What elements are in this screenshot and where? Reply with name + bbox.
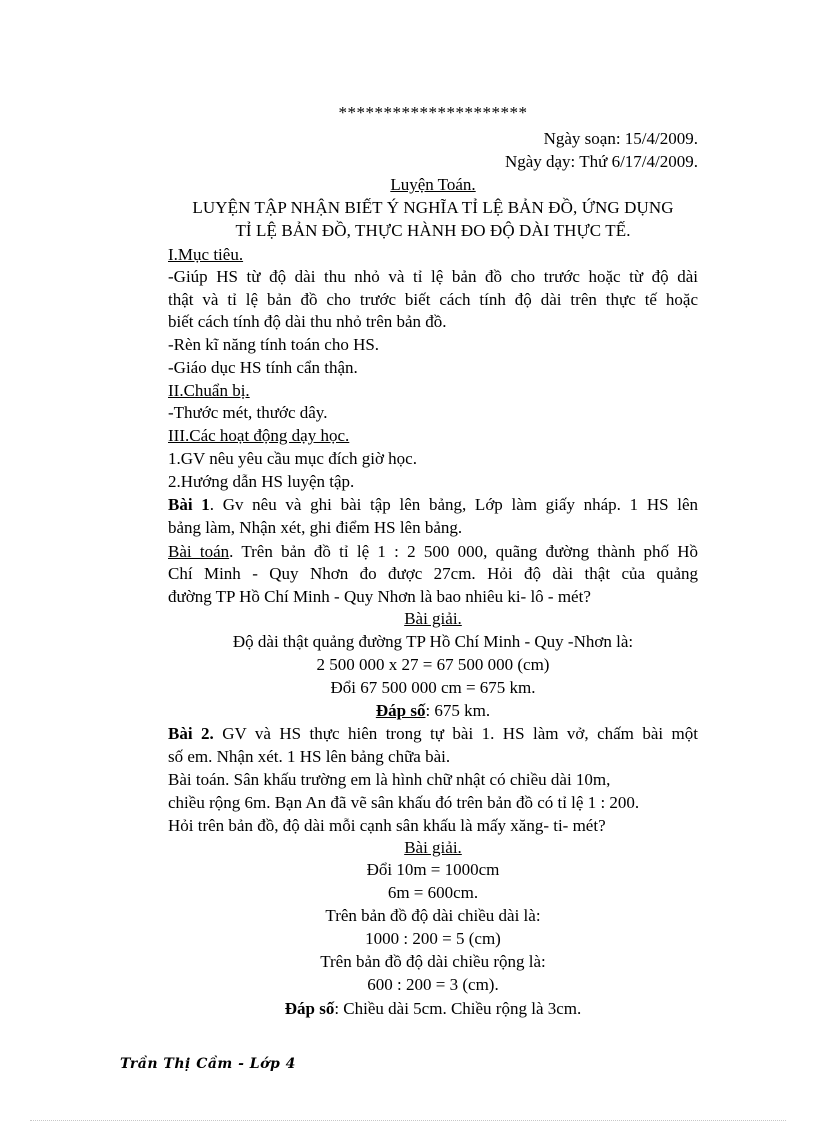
- objectives-line-3: biết cách tính độ dài thu nhỏ trên bản đồ.: [168, 312, 447, 331]
- bai2-intro-line-2: số em. Nhận xét. 1 HS lên bảng chữa bài.: [168, 747, 451, 766]
- objectives-heading: [168, 243, 698, 266]
- bai1-solution-heading-text: Bài giải.: [404, 609, 462, 628]
- bai1-problem-line-1: [168, 540, 698, 563]
- bai2-intro-line-1: [168, 722, 698, 745]
- bai1-solution-line-1: Độ dài thật quảng đường TP Hồ Chí Minh - Quy -Nhơn là:: [232, 632, 634, 651]
- bai2-problem-line-3: Hỏi trên bản đồ, độ dài mỗi cạnh sân khấu là mấy xăng- ti- mét?: [168, 816, 606, 835]
- objectives-heading-text: I.Mục tiêu.: [168, 245, 244, 264]
- activities-line-2: 2.Hướng dẫn HS luyện tập.: [168, 472, 355, 491]
- bai2-solution-line-3: Trên bản đồ độ dài chiều dài là:: [325, 906, 541, 925]
- bai2-answer: [168, 997, 698, 1020]
- teaching-date: Ngày dạy: Thứ 6/17/4/2009.: [504, 152, 698, 171]
- objectives-line-2: thật và tỉ lệ bản đồ cho trước biết cách tính độ dài trên thực tế hoặc: [168, 290, 698, 309]
- bai1-problem-label: Bài toán: [168, 542, 230, 561]
- bai1-answer-label: Đáp số: [375, 701, 426, 720]
- bai2-solution-line-6: 600 : 200 = 3 (cm).: [367, 975, 499, 994]
- bai2-solution-heading-text: Bài giải.: [404, 838, 462, 857]
- bai1-intro-line-1: [168, 493, 698, 516]
- activities-heading: [168, 424, 698, 447]
- bai1-answer: [168, 699, 698, 722]
- bai1-problem-line-3: đường TP Hồ Chí Minh - Quy Nhơn là bao nhiêu ki- lô - mét?: [168, 587, 591, 606]
- bai1-answer-text: : 675 km.: [425, 701, 491, 720]
- bai2-solution-line-5: Trên bản đồ độ dài chiều rộng là:: [320, 952, 546, 971]
- bai2-solution-line-1: Đổi 10m = 1000cm: [366, 860, 500, 879]
- bai1-intro-text: . Gv nêu và ghi bài tập lên bảng, Lớp làm giấy nháp. 1 HS lên: [209, 495, 699, 514]
- activities-heading-text: III.Các hoạt động dạy học.: [168, 426, 350, 445]
- bai2-solution-heading: [168, 836, 698, 859]
- footer-dotted-divider: [30, 1120, 786, 1121]
- bai2-answer-label: Đáp số: [284, 999, 335, 1018]
- bai1-label: Bài 1: [168, 495, 210, 514]
- activities-line-1: 1.GV nêu yêu cầu mục đích giờ học.: [168, 449, 417, 468]
- subject-heading: [168, 173, 698, 196]
- bai2-label: Bài 2.: [168, 724, 214, 743]
- preparation-heading: [168, 379, 698, 402]
- bai2-answer-text: : Chiều dài 5cm. Chiều rộng là 3cm.: [334, 999, 582, 1018]
- preparation-line-1: -Thước mét, thước dây.: [168, 403, 328, 422]
- objectives-line-4: -Rèn kĩ năng tính toán cho HS.: [168, 335, 380, 354]
- objectives-line-1: -Giúp HS từ độ dài thu nhỏ và tỉ lệ bản đồ cho trước hoặc từ độ dài: [168, 267, 698, 286]
- bai2-problem-line-2: chiều rộng 6m. Bạn An đã vẽ sân khấu đó trên bản đồ có tỉ lệ 1 : 200.: [168, 793, 640, 812]
- bai2-problem-line-1: Bài toán. Sân khấu trường em là hình chữ nhật có chiều dài 10m,: [168, 770, 611, 789]
- bai1-solution-line-2: 2 500 000 x 27 = 67 500 000 (cm): [316, 655, 550, 674]
- bai1-problem-line-2: Chí Minh - Quy Nhơn đo được 27cm. Hỏi độ dài thật của quảng: [168, 564, 698, 583]
- lesson-title-line-1: LUYỆN TẬP NHẬN BIẾT Ý NGHĨA TỈ LỆ BẢN ĐỒ, ỨNG DỤNG: [192, 198, 674, 217]
- objectives-line-5: -Giáo dục HS tính cẩn thận.: [168, 358, 358, 377]
- bai1-problem-text: . Trên bản đồ tỉ lệ 1 : 2 500 000, quãng đường thành phố Hồ: [229, 542, 698, 561]
- bai1-intro-line-2: bảng làm, Nhận xét, ghi điểm HS lên bảng.: [168, 518, 463, 537]
- subject-text: Luyện Toán.: [390, 175, 476, 194]
- bai2-intro-text: GV và HS thực hiên trong tự bài 1. HS làm vở, chấm bài một: [213, 724, 699, 743]
- separator-stars: *********************: [338, 103, 528, 122]
- preparation-date: Ngày soạn: 15/4/2009.: [543, 129, 698, 148]
- preparation-heading-text: II.Chuẩn bị.: [168, 381, 250, 400]
- bai2-solution-line-2: 6m = 600cm.: [387, 883, 479, 902]
- lesson-title-line-2: TỈ LỆ BẢN ĐỒ, THỰC HÀNH ĐO ĐỘ DÀI THỰC TẾ.: [235, 221, 631, 240]
- bai1-solution-line-3: Đổi 67 500 000 cm = 675 km.: [330, 678, 536, 697]
- footer-author: Trần Thị Cầm - Lớp 4: [120, 1056, 296, 1072]
- bai2-solution-line-4: 1000 : 200 = 5 (cm): [365, 929, 501, 948]
- bai1-solution-heading: [168, 607, 698, 630]
